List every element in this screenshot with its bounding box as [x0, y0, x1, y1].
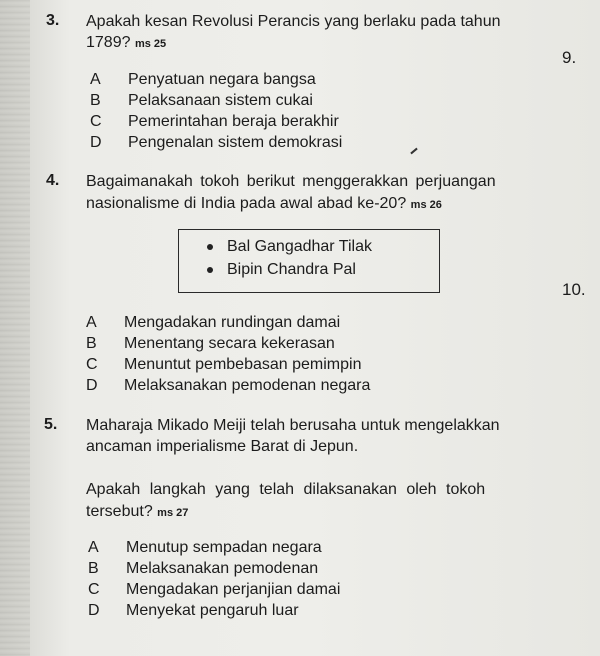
question-3-line1: Apakah kesan Revolusi Perancis yang berlaku pada tahun: [86, 13, 501, 30]
option-text: Menentang secara kekerasan: [124, 335, 335, 352]
option-text: Pemerintahan beraja berakhir: [128, 113, 339, 130]
question-4-ms: ms 26: [410, 199, 442, 211]
bullet-icon: [207, 244, 213, 250]
option-text: Pengenalan sistem demokrasi: [128, 134, 343, 151]
question-5-line3: Apakah langkah yang telah dilaksanakan oleh tokoh: [86, 481, 486, 498]
option-letter: B: [90, 92, 101, 109]
question-3-number: 3.: [46, 12, 60, 29]
question-4-number: 4.: [46, 172, 60, 189]
option-letter: C: [86, 356, 98, 373]
option-letter: C: [90, 113, 102, 130]
question-5-line4-text: tersebut?: [86, 503, 153, 520]
figure-box: [178, 229, 440, 293]
figure-item-text: Bal Gangadhar Tilak: [227, 238, 372, 255]
question-3-line2-text: 1789?: [86, 34, 131, 51]
question-3-line2: [86, 33, 586, 54]
question-5-line2: ancaman imperialisme Barat di Jepun.: [86, 438, 359, 455]
option-text: Melaksanakan pemodenan: [126, 560, 319, 577]
question-5-line4: [86, 502, 586, 523]
question-4-line2: [86, 194, 586, 215]
option-letter: B: [88, 560, 99, 577]
option-letter: A: [88, 539, 99, 556]
option-letter: B: [86, 335, 97, 352]
option-text: Melaksanakan pemodenan negara: [124, 377, 371, 394]
figure-item: [227, 238, 372, 256]
option-letter: A: [90, 71, 101, 88]
option-letter: D: [88, 602, 100, 619]
option-text: Mengadakan perjanjian damai: [126, 581, 341, 598]
page-shadow: [0, 0, 30, 656]
question-4-text: [86, 172, 586, 215]
question-5-line1: Maharaja Mikado Meiji telah berusaha untuk mengelakkan: [86, 417, 500, 434]
bullet-icon: [207, 267, 213, 273]
side-number-9: 9.: [562, 48, 577, 67]
question-5-ms: ms 27: [157, 507, 189, 519]
option-letter: D: [90, 134, 102, 151]
question-3-ms: ms 25: [134, 38, 167, 50]
option-text: Pelaksanaan sistem cukai: [128, 92, 313, 109]
figure-item-text: Bipin Chandra Pal: [227, 261, 356, 278]
option-text: Menyekat pengaruh luar: [126, 602, 299, 619]
figure-item: [227, 261, 356, 279]
question-4-line2-text: nasionalisme di India pada awal abad ke-20?: [86, 195, 407, 212]
option-text: Mengadakan rundingan damai: [124, 314, 341, 331]
option-text: Menuntut pembebasan pemimpin: [124, 356, 362, 373]
option-letter: C: [88, 581, 100, 598]
question-5-number: 5.: [44, 416, 58, 433]
question-5-text: [86, 416, 586, 523]
pencil-mark: [410, 148, 417, 155]
option-text: Penyatuan negara bangsa: [128, 71, 316, 88]
option-letter: A: [86, 314, 97, 331]
question-3-text: [86, 12, 586, 54]
option-letter: D: [86, 377, 98, 394]
question-4-line1: Bagaimanakah tokoh berikut menggerakkan perjuangan: [86, 173, 496, 190]
side-number-10: 10.: [562, 280, 586, 299]
option-text: Menutup sempadan negara: [126, 539, 322, 556]
